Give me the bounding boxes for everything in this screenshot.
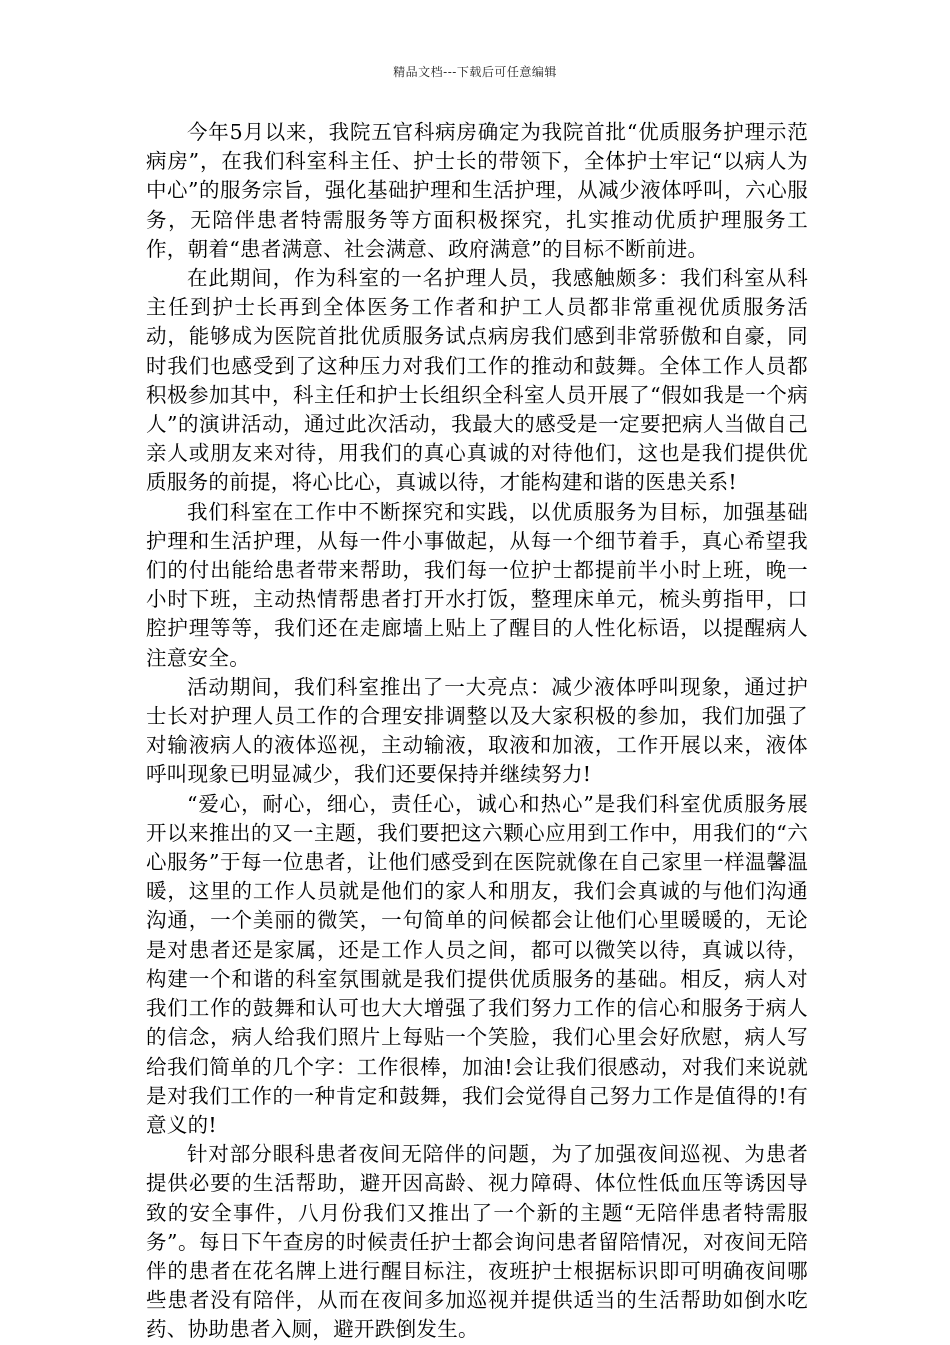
page-header: 精品文档---下载后可任意编辑 — [393, 65, 557, 79]
paragraph-2: 在此期间，作为科室的一名护理人员，我感触颇多：我们科室从科主任到护士长再到全体医务工作者和护工人员都非常重视优质服务活动，能够成为医院首批优质服务试点病房我们感到非常骄傲和自豪，同时我们也感受到了这种压力对我们工作的推动和鼓舞。全体工作人员都积极参加其中，科主任和护士长组织全科室人员开展了“假如我是一个病人”的演讲活动，通过此次活动，我最大的感受是一定要把病人当做自己亲人或朋友来对待，用我们的真心真诚的对待他们，这也是我们提供优质服务的前提，将心比心，真诚以待，才能构建和谐的医患关系! — [146, 266, 808, 495]
paragraph-5: “爱心，耐心，细心，责任心，诚心和热心”是我们科室优质服务展开以来推出的又一主题，我们要把这六颗心应用到工作中，用我们的“六心服务”于每一位患者，让他们感受到在医院就像在自己家里一样温馨温暖，这里的工作人员就是他们的家人和朋友，我们会真诚的与他们沟通沟通，一个美丽的微笑，一句简单的问候都会让他们心里暖暖的，无论是对患者还是家属，还是工作人员之间，都可以微笑以待，真诚以待，构建一个和谐的科室氛围就是我们提供优质服务的基础。相反，病人对我们工作的鼓舞和认可也大大增强了我们努力工作的信心和服务于病人的信念，病人给我们照片上每贴一个笑脸，我们心里会好欣慰，病人写给我们简单的几个字：工作很棒，加油!会让我们很感动，对我们来说就是对我们工作的一种肯定和鼓舞，我们会觉得自己努力工作是值得的!有意义的! — [146, 791, 808, 1137]
paragraph-4: 活动期间，我们科室推出了一大亮点：减少液体呼叫现象，通过护士长对护理人员工作的合理安排调整以及大家积极的参加，我们加强了对输液病人的液体巡视，主动输液，取液和加液，工作开展以来，液体呼叫现象已明显减少，我们还要保持并继续努力! — [146, 674, 808, 787]
paragraph-1: 今年5月以来，我院五官科病房确定为我院首批“优质服务护理示范病房”，在我们科室科主任、护士长的带领下，全体护士牢记“以病人为中心”的服务宗旨，强化基础护理和生活护理，从减少液体呼叫，六心服务，无陪伴患者特需服务等方面积极探究，扎实推动优质护理服务工作，朝着“患者满意、社会满意、政府满意”的目标不断前进。 — [146, 120, 808, 261]
paragraph-6: 针对部分眼科患者夜间无陪伴的问题，为了加强夜间巡视、为患者提供必要的生活帮助，避开因高龄、视力障碍、体位性低血压等诱因导致的安全事件，八月份我们又推出了一个新的主题“无陪伴患者特需服务”。每日下午查房的时候责任护士都会询问患者留陪情况，对夜间无陪伴的患者在花名牌上进行醒目标注，夜班护士根据标识即可明确夜间哪些患者没有陪伴，从而在夜间多加巡视并提供适当的生活帮助如倒水吃药、协助患者入厕，避开跌倒发生。 — [146, 1142, 808, 1342]
paragraph-3: 我们科室在工作中不断探究和实践，以优质服务为目标，加强基础护理和生活护理，从每一件小事做起，从每一个细节着手，真心希望我们的付出能给患者带来帮助，我们每一位护士都提前半小时上班，晚一小时下班，主动热情帮患者打开水打饭，整理床单元，梳头剪指甲，口腔护理等等，我们还在走廊墙上贴上了醒目的人性化标语，以提醒病人注意安全。 — [146, 499, 808, 670]
document-body — [146, 118, 808, 1345]
